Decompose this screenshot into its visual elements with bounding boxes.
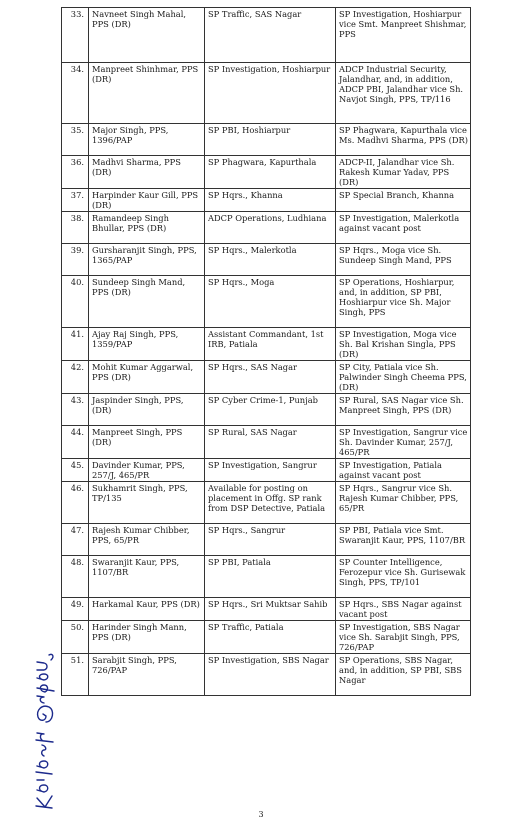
officer-name-cell: Major Singh, PPS, 1396/PAP [89,124,205,156]
current-posting-cell: SP Investigation, Hoshiarpur [205,63,336,124]
new-posting-cell: SP Investigation, Hoshiarpur vice Smt. Manpreet Shishmar, PPS [336,8,471,63]
officer-name-cell: Rajesh Kumar Chibber, PPS, 65/PR [89,524,205,556]
current-posting-cell: SP PBI, Hoshiarpur [205,124,336,156]
serial-number-cell: 50. [62,621,89,654]
table-row [62,244,471,276]
serial-number-cell: 51. [62,654,89,696]
table-row [62,459,471,482]
current-posting-cell: SP Hqrs., Sangrur [205,524,336,556]
table-body [62,8,471,696]
new-posting-cell: SP Counter Intelligence, Ferozepur vice Sh. Gurisewak Singh, PPS, TP/101 [336,556,471,598]
new-posting-cell: SP Hqrs., Sangrur vice Sh. Rajesh Kumar Chibber, PPS, 65/PR [336,482,471,524]
new-posting-cell: SP Investigation, SBS Nagar vice Sh. Sarabjit Singh, PPS, 726/PAP [336,621,471,654]
officer-name-cell: Mohit Kumar Aggarwal, PPS (DR) [89,361,205,394]
officer-name-cell: Gursharanjit Singh, PPS, 1365/PAP [89,244,205,276]
current-posting-cell: SP Hqrs., Moga [205,276,336,328]
officer-name-cell: Manpreet Singh, PPS (DR) [89,426,205,459]
current-posting-cell: SP Traffic, Patiala [205,621,336,654]
table-row [62,394,471,426]
serial-number-cell: 41. [62,328,89,361]
serial-number-cell: 33. [62,8,89,63]
current-posting-cell: Assistant Commandant, 1st IRB, Patiala [205,328,336,361]
table-row [62,426,471,459]
table-row [62,124,471,156]
signature-image [22,650,64,820]
current-posting-cell: SP Hqrs., SAS Nagar [205,361,336,394]
current-posting-cell: SP Hqrs., Sri Muktsar Sahib [205,598,336,621]
table-row [62,524,471,556]
serial-number-cell: 49. [62,598,89,621]
serial-number-cell: 45. [62,459,89,482]
officer-name-cell: Sarabjit Singh, PPS, 726/PAP [89,654,205,696]
new-posting-cell: SP Operations, Hoshiarpur, and, in addition, SP PBI, Hoshiarpur vice Sh. Major Singh, PPS [336,276,471,328]
new-posting-cell: SP Phagwara, Kapurthala vice Ms. Madhvi Sharma, PPS (DR) [336,124,471,156]
serial-number-cell: 34. [62,63,89,124]
current-posting-cell: SP PBI, Patiala [205,556,336,598]
table-row [62,328,471,361]
current-posting-cell: SP Cyber Crime-1, Punjab [205,394,336,426]
current-posting-cell: SP Investigation, Sangrur [205,459,336,482]
officer-name-cell: Swaranjit Kaur, PPS, 1107/BR [89,556,205,598]
table-row [62,598,471,621]
officer-name-cell: Harkamal Kaur, PPS (DR) [89,598,205,621]
new-posting-cell: SP Investigation, Patiala against vacant post [336,459,471,482]
table-row [62,482,471,524]
serial-number-cell: 43. [62,394,89,426]
table-row [62,621,471,654]
new-posting-cell: ADCP Industrial Security, Jalandhar, and, in addition, ADCP PBI, Jalandhar vice Sh. Navjot Singh, PPS, TP/116 [336,63,471,124]
new-posting-cell: SP PBI, Patiala vice Smt. Swaranjit Kaur, PPS, 1107/BR [336,524,471,556]
new-posting-cell: SP Investigation, Moga vice Sh. Bal Krishan Singla, PPS (DR) [336,328,471,361]
current-posting-cell: Available for posting on placement in Offg. SP rank from DSP Detective, Patiala [205,482,336,524]
current-posting-cell: SP Phagwara, Kapurthala [205,156,336,189]
table-row [62,556,471,598]
serial-number-cell: 39. [62,244,89,276]
serial-number-cell: 40. [62,276,89,328]
new-posting-cell: SP Hqrs., Moga vice Sh. Sundeep Singh Mand, PPS [336,244,471,276]
serial-number-cell: 48. [62,556,89,598]
new-posting-cell: SP Special Branch, Khanna [336,189,471,212]
new-posting-cell: SP Investigation, Sangrur vice Sh. Davinder Kumar, 257/J, 465/PR [336,426,471,459]
serial-number-cell: 38. [62,212,89,244]
table-row [62,212,471,244]
current-posting-cell: SP Hqrs., Khanna [205,189,336,212]
table-row [62,156,471,189]
current-posting-cell: SP Rural, SAS Nagar [205,426,336,459]
officer-name-cell: Sundeep Singh Mand, PPS (DR) [89,276,205,328]
current-posting-cell: SP Traffic, SAS Nagar [205,8,336,63]
serial-number-cell: 47. [62,524,89,556]
officer-name-cell: Harpinder Kaur Gill, PPS (DR) [89,189,205,212]
current-posting-cell: SP Investigation, SBS Nagar [205,654,336,696]
table-row [62,63,471,124]
officer-name-cell: Jaspinder Singh, PPS, (DR) [89,394,205,426]
serial-number-cell: 35. [62,124,89,156]
current-posting-cell: ADCP Operations, Ludhiana [205,212,336,244]
officer-name-cell: Ramandeep Singh Bhullar, PPS (DR) [89,212,205,244]
officer-name-cell: Madhvi Sharma, PPS (DR) [89,156,205,189]
new-posting-cell: SP Investigation, Malerkotla against vacant post [336,212,471,244]
table-row [62,189,471,212]
officer-name-cell: Manpreet Shinhmar, PPS (DR) [89,63,205,124]
new-posting-cell: SP Operations, SBS Nagar, and, in addition, SP PBI, SBS Nagar [336,654,471,696]
new-posting-cell: SP Rural, SAS Nagar vice Sh. Manpreet Singh, PPS (DR) [336,394,471,426]
new-posting-cell: SP City, Patiala vice Sh. Palwinder Singh Cheema PPS, (DR) [336,361,471,394]
transfer-table [61,7,471,696]
table-row [62,361,471,394]
serial-number-cell: 46. [62,482,89,524]
officer-name-cell: Harinder Singh Mann, PPS (DR) [89,621,205,654]
serial-number-cell: 37. [62,189,89,212]
table-row [62,8,471,63]
current-posting-cell: SP Hqrs., Malerkotla [205,244,336,276]
page-number: 3 [258,810,264,819]
new-posting-cell: SP Hqrs., SBS Nagar against vacant post [336,598,471,621]
serial-number-cell: 36. [62,156,89,189]
officer-name-cell: Sukhamrit Singh, PPS, TP/135 [89,482,205,524]
serial-number-cell: 42. [62,361,89,394]
new-posting-cell: ADCP-II, Jalandhar vice Sh. Rakesh Kumar Yadav, PPS (DR) [336,156,471,189]
officer-name-cell: Navneet Singh Mahal, PPS (DR) [89,8,205,63]
table-row [62,276,471,328]
officer-name-cell: Davinder Kumar, PPS, 257/J, 465/PR [89,459,205,482]
officer-name-cell: Ajay Raj Singh, PPS, 1359/PAP [89,328,205,361]
table-row [62,654,471,696]
serial-number-cell: 44. [62,426,89,459]
